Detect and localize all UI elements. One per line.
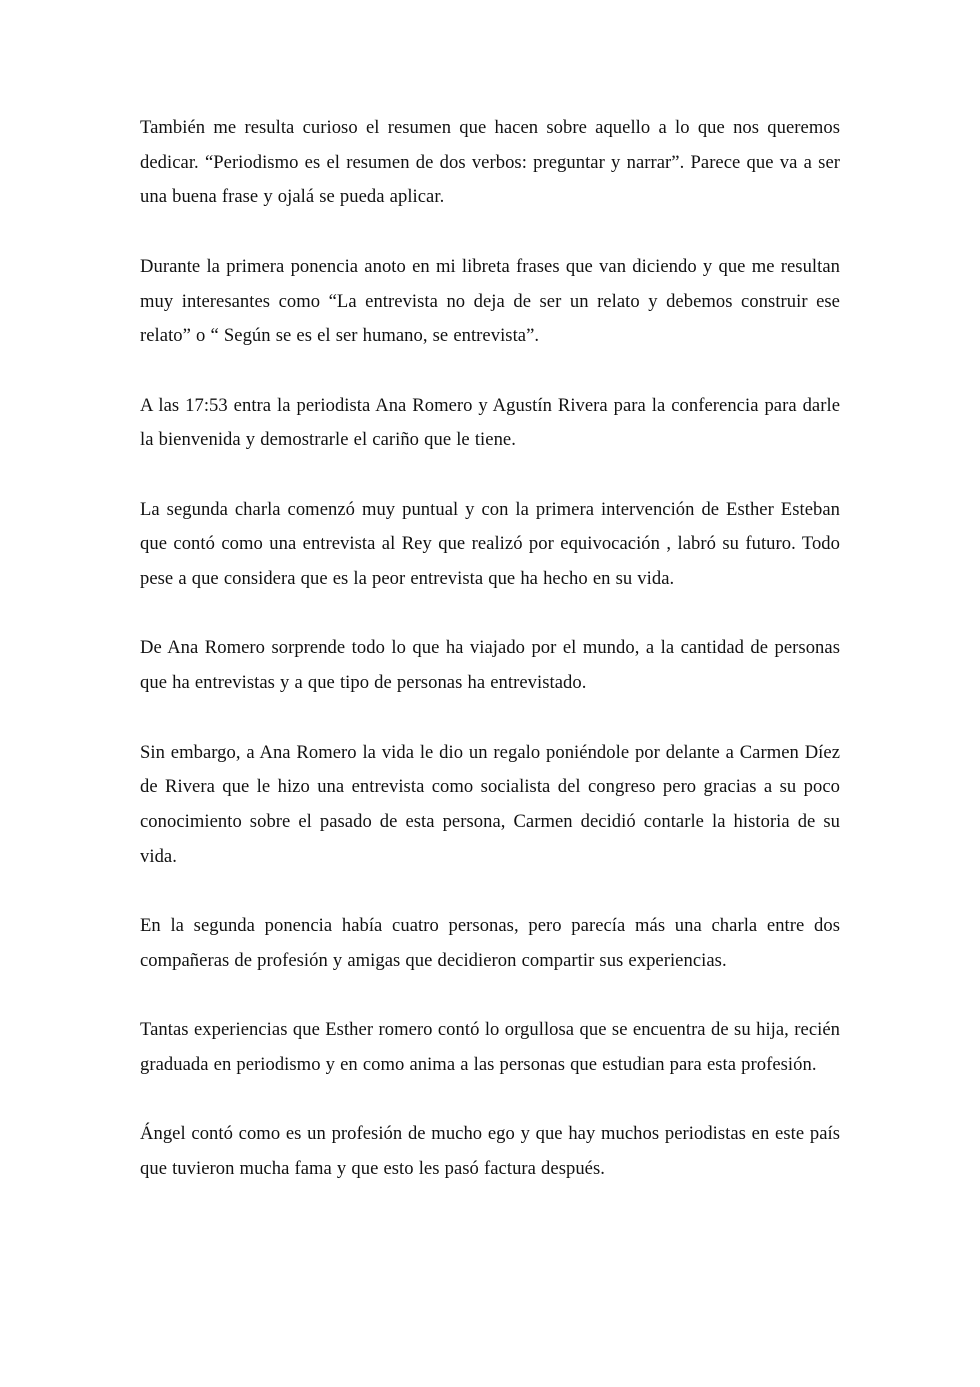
paragraph-7: En la segunda ponencia había cuatro personas, pero parecía más una charla entre dos compañeras de profesión y amigas que decidieron compartir sus experiencias.: [140, 915, 840, 971]
paragraph-4: La segunda charla comenzó muy puntual y con la primera intervención de Esther Esteban que contó como una entrevista al Rey que realizó por equivocación , labró su futuro. Todo pese a que considera que es la peor entrevista que ha hecho en su vida.: [140, 498, 840, 590]
paragraph-6: Sin embargo, a Ana Romero la vida le dio un regalo poniéndole por delante a Carmen Díez de Rivera que le hizo una entrevista como socialista del congreso pero gracias a su poco conocimiento sobre el pasado de esta persona, Carmen decidió contarle la historia de su vida.: [140, 741, 840, 867]
paragraph-9: Ángel contó como es un profesión de mucho ego y que hay muchos periodistas en este país que tuvieron mucha fama y que esto les pasó factura después.: [140, 1123, 840, 1179]
paragraph-2: Durante la primera ponencia anoto en mi libreta frases que van diciendo y que me resultan muy interesantes como “La entrevista no deja de ser un relato y debemos construir ese relato” o “ Según se es el ser humano, se entrevista”.: [140, 255, 840, 347]
paragraph-3: A las 17:53 entra la periodista Ana Romero y Agustín Rivera para la conferencia para darle la bienvenida y demostrarle el cariño que le tiene.: [140, 394, 840, 451]
paragraph-1: También me resulta curioso el resumen que hacen sobre aquello a lo que nos queremos dedicar. “Periodismo es el resumen de dos verbos: preguntar y narrar”. Parece que va a ser una buena frase y ojalá se pueda aplicar.: [140, 117, 840, 208]
paragraph-5: De Ana Romero sorprende todo lo que ha viajado por el mundo, a la cantidad de personas que ha entrevistas y a que tipo de personas ha entrevistado.: [140, 637, 840, 694]
document-body: [140, 111, 840, 1221]
paragraph-8: Tantas experiencias que Esther romero contó lo orgullosa que se encuentra de su hija, recién graduada en periodismo y en como anima a las personas que estudian para esta profesión.: [140, 1019, 840, 1075]
